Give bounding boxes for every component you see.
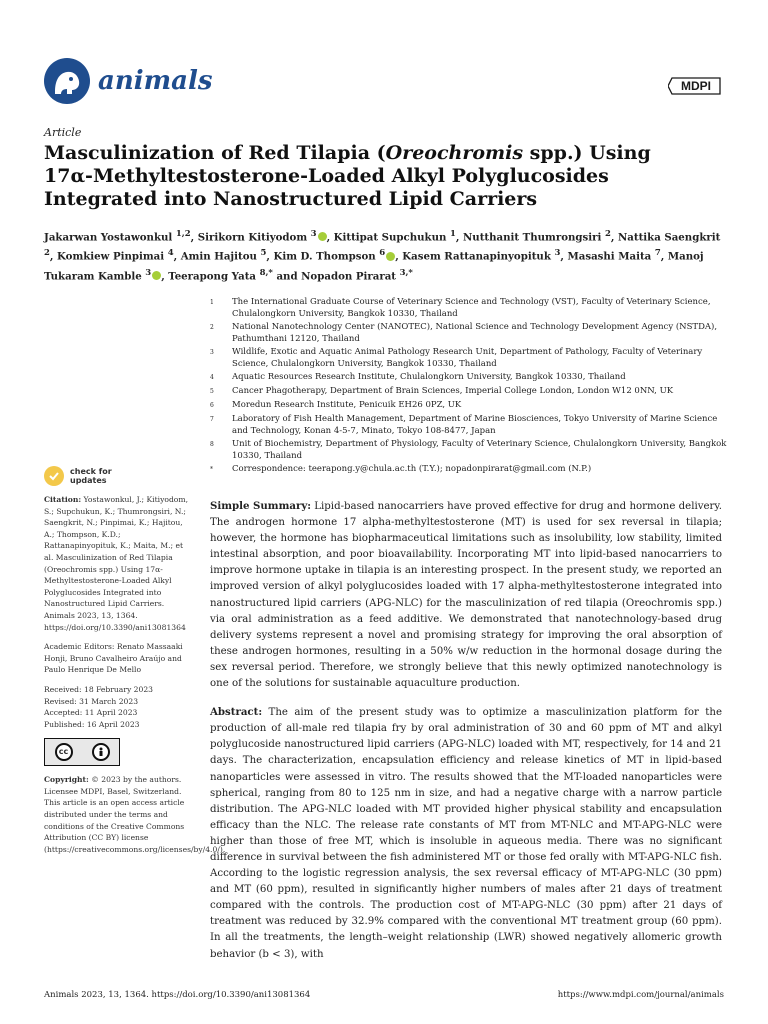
affiliation-number: * [210,466,213,473]
sidebar [44,466,226,863]
author-affiliation-ref: 4 [167,248,174,259]
author-affiliation-ref: 5 [260,248,267,259]
check-updates-label: check for updates [70,467,112,485]
author-name[interactable]: Kittipat Supchukun [333,231,447,244]
author-name[interactable]: Komkiew Pinpimai [57,250,165,263]
journal-name[interactable]: animals [98,66,213,96]
author-name[interactable]: Nutthanit Thumrongsiri [463,231,602,244]
author-name[interactable]: Manoj Tukaram Kamble [44,250,704,283]
page-footer [44,990,724,1000]
article-title [44,142,724,211]
title-species: Oreochromis [385,142,524,164]
author-affiliation-ref: 2 [44,248,50,259]
check-updates-icon [44,466,64,486]
author-name[interactable]: Jakarwan Yostawonkul [44,231,173,244]
article-type: Article [44,126,82,139]
date-revised: Revised: 31 March 2023 [44,696,139,706]
publisher-logo[interactable] [668,72,724,102]
date-published: Published: 16 April 2023 [44,719,140,729]
author-name[interactable]: Sirikorn Kitiyodom [197,231,308,244]
orcid-icon[interactable] [152,271,161,280]
author-affiliation-ref: 3 [310,229,317,239]
affiliation-number: 2 [210,324,214,331]
author-affiliation-ref: 7 [654,248,661,259]
copyright: Copyright: © 2023 by the authors. Licensee MDPI, Basel, Switzerland. This article is an open access article distributed under the terms and conditions of the Creative Commons Attribution (CC BY) license (https://creativecommons.org/licenses/by/4.0/). [44,775,226,854]
author-affiliation-ref: 2 [604,229,611,239]
affiliation-item [210,371,730,384]
affiliation-text: Unit of Biochemistry, Department of Physiology, Faculty of Veterinary Science, Chulalongkorn University, Bangkok 10330, Thailand [232,439,727,461]
affiliation-number: 7 [210,416,214,423]
author-connector: and [276,270,298,283]
affiliation-text: Moredun Research Institute, Penicuik EH26 0PZ, UK [232,400,462,410]
date-accepted: Accepted: 11 April 2023 [44,708,138,718]
author-name[interactable]: Nattika Saengkrit [617,231,721,244]
author-list: Jakarwan Yostawonkul $^{1,2}$, Sirikorn Kitiyodom $^3$ , Kittipat Supchukun $^1$, Nutthanit Thumrongsiri $^2$, Nattika Saengkrit $^2$, Komkiew Pinpimai $^4$, Amin Hajitou $^5$, Kim D. Thompson $^6$ , Kasem Rattanapinyopituk $^3$, Masashi Maita $^7$, Manoj Tukaram Kamble $^3$ , Teerapong Yata $^{8,*}$ and Nopadon Pirarat $^{3,*}$ [44,229,721,283]
author-name[interactable]: Amin Hajitou [180,250,257,263]
affiliation-number: 4 [210,374,214,381]
affiliation-number: 5 [210,388,214,395]
date-received: Received: 18 February 2023 [44,684,153,694]
affiliation-item [210,346,730,370]
author-affiliation-ref: 3 [145,267,152,278]
academic-editors: Academic Editors: Renato Massaaki Honji, Bruno Cavalheiro Araújo and Paulo Henrique De Mello [44,642,183,675]
journal-logo-icon [44,58,90,104]
affiliation-number: 8 [210,441,214,448]
affiliation-item [210,399,730,412]
dates [44,684,192,730]
affiliation-list [210,296,730,477]
abstract: Abstract: The aim of the present study was to optimize a masculinization platform for the production of all-male red tilapia fry by oral administration of 30 and 60 ppm of MT and alkyl polyglucoside nanostructured lipid carriers (APG-NLC) loaded with MT, respectively, for 14 and 21 days. The characterization, encapsulation efficiency and release kinetics of MT in lipid-based nanoparticles were assessed in vitro. The results showed that the MT-loaded nanoparticles were spherical, ranging from 80 to 125 nm in size, and had a negative charge with a narrow particle distribution. The APG-NLC loaded with MT provided higher physical stability and encapsulation efficacy than the NLC. The release rate constants of MT from MT-NLC and MT-APG-NLC were higher than those of free MT, which is insoluble in aqueous media. There was no significant difference in survival between the fish administered MT or those fed orally with MT-APG-NLC fish. According to the logistic regression analysis, the sex reversal efficacy of MT-APG-NLC (30 ppm) and MT (60 ppm), resulted in significantly higher numbers of males after 21 days of treatment compared with the controls. The production cost of MT-APG-NLC (30 ppm) after 21 days of treatment was reduced by 32.9% compared with the conventional MT treatment group (60 ppm). In all the treatments, the length–weight relationship (LWR) showed negatively allomeric growth behavior (b < 3), with [210,706,722,960]
affiliation-text: Correspondence: teerapong.y@chula.ac.th (T.Y.); nopadonpirarat@gmail.com (N.P.) [232,464,592,474]
orcid-icon[interactable] [386,252,395,261]
author-name[interactable]: Nopadon Pirarat [301,270,397,283]
affiliation-text: Laboratory of Fish Health Management, Department of Marine Biosciences, Tokyo University of Marine Science and Technology, Konan 4-5-7, Minato, Tokyo 108-8477, Japan [232,414,718,436]
affiliation-text: Cancer Phagotherapy, Department of Brain Sciences, Imperial College London, London W12 0NN, UK [232,386,674,396]
main-content [210,498,722,975]
publisher-name: MDPI [681,79,711,93]
journal-header [44,58,213,104]
footer-journal-url[interactable]: https://www.mdpi.com/journal/animals [557,990,724,1000]
author-name[interactable]: Kasem Rattanapinyopituk [402,250,551,263]
author-affiliation-ref: 6 [379,248,386,259]
orcid-icon[interactable] [318,232,327,241]
affiliation-item [210,385,730,398]
affiliation-text: The International Graduate Course of Veterinary Science and Technology (VST), Faculty of Veterinary Science, Chulalongkorn University, Bangkok 10330, Thailand [232,297,711,319]
simple-summary: Simple Summary: Lipid-based nanocarriers have proved effective for drug and hormone delivery. The androgen hormone 17 alpha-methyltestosterone (MT) is used for sex reversal in tilapia; however, the hormone has biopharmaceutical limitations such as insolubility, low stability, limited intestinal absorption, and poor bioavailability. Incorporating MT into lipid-based nanocarriers to improve hormone uptake in tilapia is an interesting prospect. In the present study, we reported an improved version of alkyl polyglucosides loaded with 17 alpha-methyltestosterone integrated into nanostructured lipid carriers (APG-NLC) for the masculinization of red tilapia (Oreochromis spp.) via oral administration as a feed additive. We demonstrated that nanotechnology-based drug delivery systems represent a novel and promising strategy for improving the oral absorption of these androgen hormones, resulting in a 50% w/w reduction in the hormonal dosage during the sex reversal period. Therefore, we strongly believe that this newly optimized nanotechnology is one of the solutions for sustainable aquaculture production. [210,500,722,690]
affiliation-number: 1 [210,299,214,306]
author-affiliation-ref: 3 [554,248,561,259]
author-affiliation-ref: 1,2 [175,229,191,239]
affiliation-item [210,321,730,345]
affiliation-number: 6 [210,402,214,409]
affiliation-item [210,413,730,437]
cc-icon: cc [55,743,73,761]
author-affiliation-ref: 1 [449,229,456,239]
title-line1-post: spp.) Using [523,142,651,164]
author-affiliation-ref: 3,* [399,267,413,278]
check-for-updates-button[interactable] [44,466,192,486]
citation: Citation: Yostawonkul, J.; Kitiyodom, S.; Supchukun, K.; Thumrongsiri, N.; Saengkrit, N.; Pinpimai, K.; Hajitou, A.; Thompson, K.D.; Rattanapinyopituk, K.; Maita, M.; et al. Masculinization of Red Tilapia (Oreochromis spp.) Using 17α-Methyltestosterone-Loaded Alkyl Polyglucosides Integrated into Nanostructured Lipid Carriers. Animals 2023, 13, 1364. https://doi.org/10.3390/ani13081364 [44,495,188,632]
affiliation-item [210,463,730,476]
footer-citation[interactable]: Animals 2023, 13, 1364. https://doi.org/10.3390/ani13081364 [44,990,311,1000]
title-line1-pre: Masculinization of Red Tilapia ( [44,142,386,164]
title-line3: Integrated into Nanostructured Lipid Carriers [44,188,538,210]
affiliation-item [210,296,730,320]
author-name[interactable]: Kim D. Thompson [273,250,376,263]
author-affiliation-ref: 8,* [259,267,273,278]
affiliation-text: Wildlife, Exotic and Aquatic Animal Pathology Research Unit, Department of Pathology, Faculty of Veterinary Science, Chulalongkorn University, Bangkok 10330, Thailand [232,347,703,369]
affiliation-item [210,438,730,462]
affiliation-text: National Nanotechnology Center (NANOTEC), National Science and Technology Development Agency (NSTDA), Pathumthani 12120, Thailand [232,322,718,344]
cc-by-license-badge[interactable] [44,738,120,766]
author-name[interactable]: Masashi Maita [567,250,652,263]
affiliation-text: Aquatic Resources Research Institute, Chulalongkorn University, Bangkok 10330, Thailand [232,372,626,382]
author-name[interactable]: Teerapong Yata [168,270,257,283]
attribution-icon [92,743,110,761]
title-line2: 17α-Methyltestosterone-Loaded Alkyl Polyglucosides [44,165,609,187]
affiliation-number: 3 [210,349,214,356]
